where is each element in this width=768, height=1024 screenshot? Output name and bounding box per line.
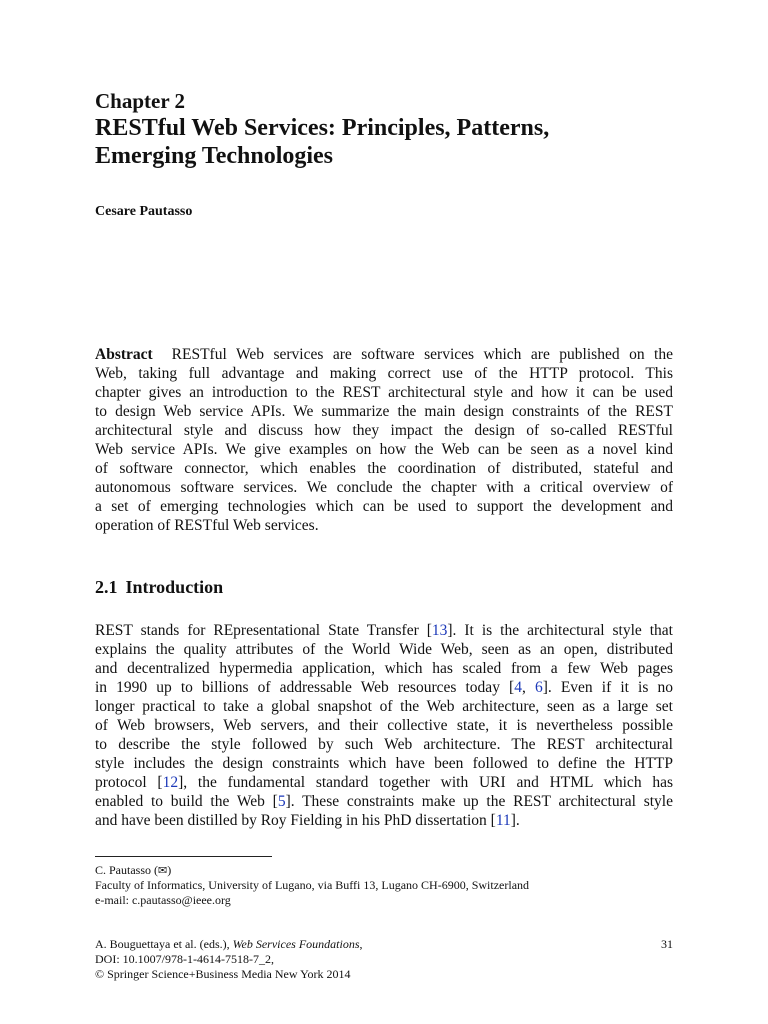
reference-link[interactable]: 13 [431, 622, 448, 639]
abstract-label: Abstract [95, 346, 153, 363]
introduction-paragraph [95, 621, 673, 830]
intro-line-5: longer practical to take a global snapshot of the Web architecture, seen as a large set [95, 698, 673, 715]
abstract-line-9: a set of emerging technologies which can be used to support the development and [95, 498, 673, 515]
publication-footer [95, 937, 673, 982]
footnote-divider [95, 856, 272, 857]
section-heading [95, 576, 223, 598]
abstract-line-5: architectural style and discuss how they impact the design of so-called RESTful [95, 422, 673, 439]
chapter-title-line-1: RESTful Web Services: Principles, Patterns, [95, 115, 550, 141]
intro-line-10: enabled to build the Web [5]. These constraints make up the REST architectural style [95, 793, 673, 810]
abstract-line-8: autonomous software services. We conclude the chapter with a critical overview of [95, 479, 673, 496]
intro-line-1: REST stands for REpresentational State Transfer [13]. It is the architectural style that [95, 622, 673, 639]
reference-link[interactable]: 12 [162, 774, 179, 791]
author-footnote [95, 863, 695, 908]
chapter-number: Chapter 2 [95, 89, 186, 113]
abstract-line-2: Web, taking full advantage and making correct use of the HTTP protocol. This [95, 365, 673, 382]
intro-line-11: and have been distilled by Roy Fielding in his PhD dissertation [11]. [95, 812, 520, 829]
footer-doi: DOI: 10.1007/978-1-4614-7518-7_2, [95, 952, 274, 966]
intro-line-6: of Web browsers, Web servers, and their collective state, it is nevertheless possible [95, 717, 673, 734]
author-name: Cesare Pautasso [95, 204, 193, 219]
chapter-title [95, 114, 695, 170]
abstract-line-4: to design Web service APIs. We summarize the main design constraints of the REST [95, 403, 673, 420]
reference-link[interactable]: 5 [277, 793, 286, 810]
intro-line-7: to describe the style followed by such Web architecture. The REST architectural [95, 736, 673, 753]
page-number: 31 [661, 937, 673, 951]
abstract [95, 345, 673, 535]
envelope-icon: ✉ [158, 864, 168, 877]
chapter-title-line-2: Emerging Technologies [95, 143, 334, 169]
intro-line-3: and decentralized hypermedia application, which has scaled from a few Web pages [95, 660, 673, 677]
footnote-affiliation: Faculty of Informatics, University of Lugano, via Buffi 13, Lugano CH-6900, Switzerland [95, 878, 530, 892]
intro-line-9: protocol [12], the fundamental standard together with URI and HTML which has [95, 774, 673, 791]
section-title: Introduction [125, 577, 224, 597]
abstract-line-6: Web service APIs. We give examples on how the Web can be seen as a novel kind [95, 441, 673, 458]
book-title: Web Services Foundations [232, 937, 360, 951]
abstract-line-10: operation of RESTful Web services. [95, 517, 319, 534]
intro-line-8: style includes the design constraints which have been followed to define the HTTP [95, 755, 673, 772]
footer-citation: A. Bouguettaya et al. (eds.), Web Services Foundations, [95, 937, 363, 951]
abstract-line-3: chapter gives an introduction to the REST architectural style and how it can be used [95, 384, 673, 401]
footer-copyright: © Springer Science+Business Media New York 2014 [95, 967, 351, 981]
abstract-line-7: of software connector, which enables the coordination of distributed, stateful and [95, 460, 673, 477]
footnote-email: e-mail: c.pautasso@ieee.org [95, 893, 231, 907]
reference-link[interactable]: 6 [534, 679, 543, 696]
section-number: 2.1 [95, 577, 118, 597]
abstract-text: RESTful Web services are software services which are published on the [171, 346, 673, 363]
intro-line-4: in 1990 up to billions of addressable Web resources today [4, 6]. Even if it is no [95, 679, 673, 696]
footnote-name-line: C. Pautasso (✉) [95, 863, 172, 877]
intro-line-2: explains the quality attributes of the World Wide Web, seen as an open, distributed [95, 641, 673, 658]
abstract-line-1 [95, 345, 673, 364]
reference-link[interactable]: 4 [514, 679, 522, 696]
reference-link[interactable]: 11 [495, 812, 511, 829]
footnote-author: C. Pautasso [95, 863, 152, 877]
